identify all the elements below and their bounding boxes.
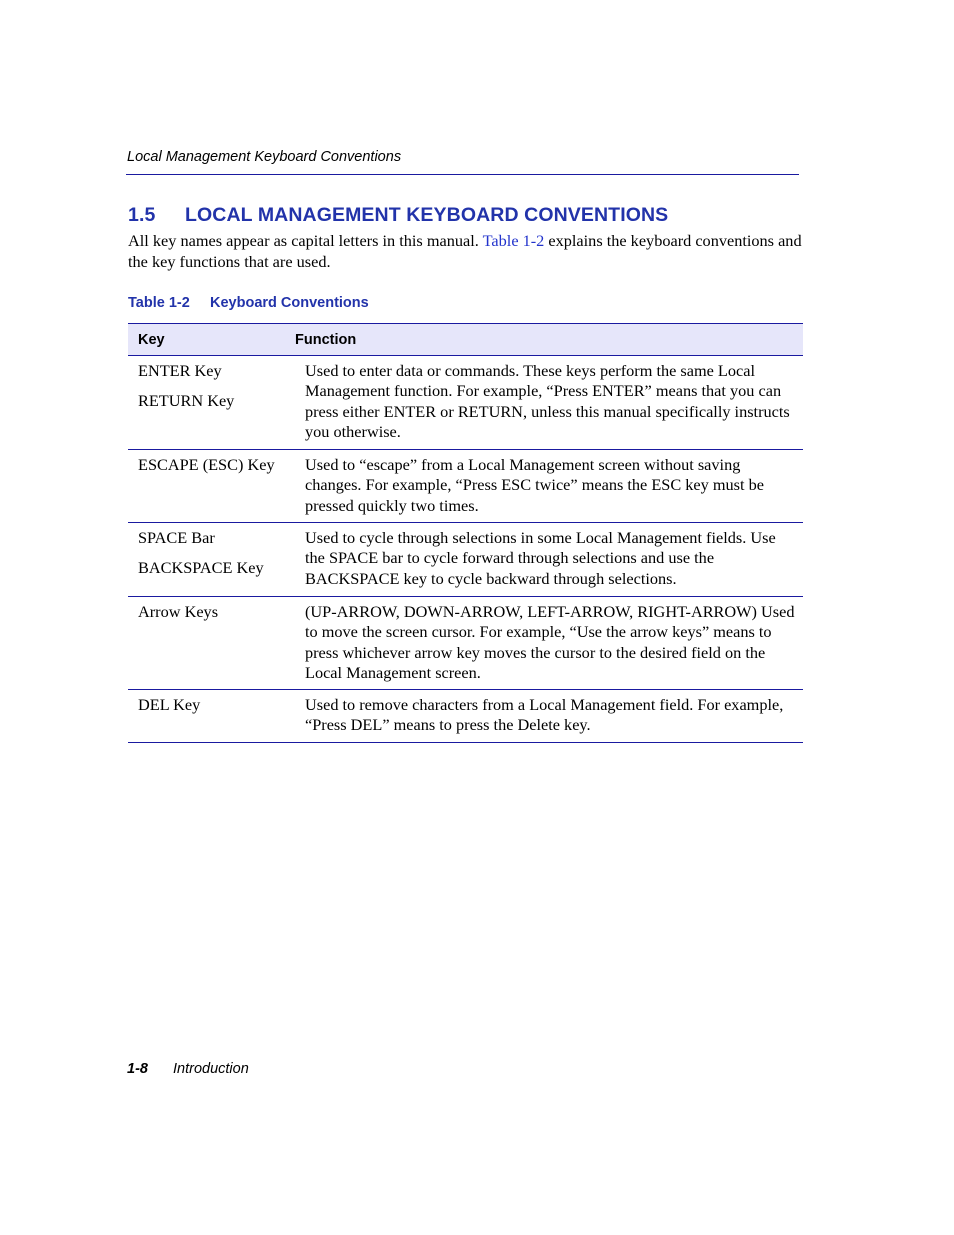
key-name: Arrow Keys xyxy=(138,602,219,621)
key-name: SPACE Bar xyxy=(138,528,215,547)
key-cell xyxy=(128,602,305,689)
header-function: Function xyxy=(295,331,357,348)
key-cell xyxy=(128,695,305,742)
page-footer xyxy=(127,1061,249,1077)
keyboard-conventions-table xyxy=(128,323,803,743)
table-row xyxy=(128,450,803,523)
running-header: Local Management Keyboard Conventions xyxy=(127,149,402,165)
intro-text-before: All key names appear as capital letters in this manual. xyxy=(128,231,483,250)
key-cell xyxy=(128,528,305,596)
function-cell: Used to enter data or commands. These keys perform the same Local Management function. For example, “Press ENTER” means that you can press either ENTER or RETURN, unless this manual specifically instructs you otherwise. xyxy=(305,361,790,441)
table-row xyxy=(128,523,803,597)
key-name: ESCAPE (ESC) Key xyxy=(138,455,275,474)
function-cell: (UP-ARROW, DOWN-ARROW, LEFT-ARROW, RIGHT-ARROW) Used to move the screen cursor. For example, “Use the arrow keys” means to press whichever arrow key moves the cursor to the desired field on the Local Management screen. xyxy=(305,602,795,682)
chapter-name: Introduction xyxy=(173,1061,249,1077)
key-name: RETURN Key xyxy=(138,390,235,410)
section-heading xyxy=(128,204,668,227)
table-body xyxy=(128,356,803,743)
section-number: 1.5 xyxy=(128,204,156,226)
section-title: LOCAL MANAGEMENT KEYBOARD CONVENTIONS xyxy=(185,204,669,226)
intro-paragraph xyxy=(128,230,808,272)
function-cell: Used to remove characters from a Local Management field. For example, “Press DEL” means to press the Delete key. xyxy=(305,695,784,735)
table-caption xyxy=(128,295,369,311)
function-cell: Used to “escape” from a Local Management screen without saving changes. For example, “Press ESC twice” means the ESC key must be pressed quickly two times. xyxy=(305,455,764,515)
table-row xyxy=(128,597,803,690)
table-header-row xyxy=(128,324,803,356)
key-name: ENTER Key xyxy=(138,361,222,380)
header-key: Key xyxy=(138,331,165,348)
page-number: 1-8 xyxy=(127,1061,148,1077)
table-caption-number: Table 1-2 xyxy=(128,295,190,311)
table-row xyxy=(128,356,803,450)
header-rule xyxy=(126,174,799,175)
key-cell xyxy=(128,455,305,522)
table-row xyxy=(128,690,803,743)
key-name: BACKSPACE Key xyxy=(138,557,264,577)
key-name: DEL Key xyxy=(138,695,201,714)
intro-text-after: explains the keyboard conventions and the key functions that are used. xyxy=(128,231,802,271)
table-caption-title: Keyboard Conventions xyxy=(210,295,369,311)
function-cell: Used to cycle through selections in some Local Management fields. Use the SPACE bar to cycle forward through selections and use the BACKSPACE key to cycle backward through selections. xyxy=(305,528,776,588)
key-cell xyxy=(128,361,305,449)
table-reference-link[interactable]: Table 1-2 xyxy=(482,231,545,250)
